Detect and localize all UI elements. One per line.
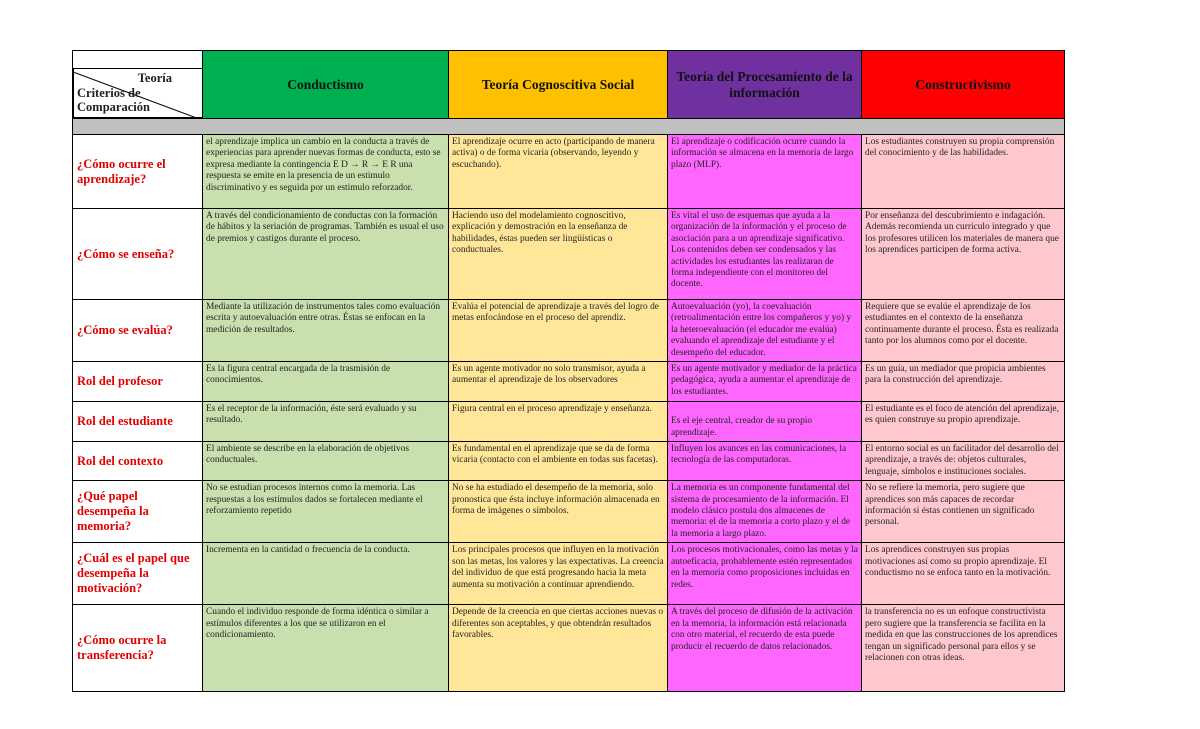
cell-conductismo: Es el receptor de la información, éste será evaluado y su resultado. <box>203 402 449 442</box>
cell-constructivismo: Por enseñanza del descubrimiento e indagación. Además recomienda un currículo integrado y que los profesores utilicen los materiales de manera que los aprendices participen de forma activa. <box>862 209 1065 300</box>
cell-cognoscitiva: Es un agente motivador no solo transmisor, ayuda a aumentar el aprendizaje de los observadores <box>449 362 668 402</box>
cell-procesamiento: A través del proceso de difusión de la activación en la memoria, la información está relacionada con otro material, el recuerdo de esta puede producir el recuerdo de datos relacionados. <box>668 605 862 692</box>
header-constructivismo: Constructivismo <box>862 51 1065 119</box>
cell-cognoscitiva: El aprendizaje ocurre en acto (participando de manera activa) o de forma vicaria (observando, leyendo y escuchando). <box>449 135 668 209</box>
cell-conductismo: A través del condicionamiento de conductas con la formación de hábitos y la seriación de programas. También es usual el uso de premios y castigos durante el proceso. <box>203 209 449 300</box>
header-cognoscitiva-social: Teoría Cognoscitiva Social <box>449 51 668 119</box>
corner-cell <box>73 51 203 119</box>
cell-procesamiento: Es vital el uso de esquemas que ayuda a la organización de la información y el proceso de asociación para a un aprendizaje significativo. Los contenidos deben ser condensados y las actividades los estudiantes las realizaran de forma independiente con el monitoreo del docente. <box>668 209 862 300</box>
cell-procesamiento: El aprendizaje o codificación ocurre cuando la información se almacena en la memoria de largo plazo (MLP). <box>668 135 862 209</box>
cell-procesamiento: La memoria es un componente fundamental del sistema de procesamiento de la información. El modelo clásico postula dos almacenes de memoria: el de la memoria a corto plazo y el de la memoria a largo plazo. <box>668 481 862 543</box>
criterion-label: ¿Cómo se enseña? <box>73 209 203 300</box>
criterion-label: ¿Cómo ocurre la transferencia? <box>73 605 203 692</box>
cell-conductismo: Mediante la utilización de instrumentos tales como evaluación escrita y autoevaluación entre otras. Éstas se enfocan en la medición de resultados. <box>203 300 449 362</box>
header-row <box>73 51 1065 119</box>
table-row <box>73 209 1065 300</box>
theory-label: Teoría <box>137 71 172 85</box>
cell-constructivismo: Es un guía, un mediador que propicia ambientes para la construcción del aprendizaje. <box>862 362 1065 402</box>
criterion-label: ¿Cuál es el papel que desempeña la motivación? <box>73 543 203 605</box>
criterion-label: ¿Cómo se evalúa? <box>73 300 203 362</box>
cell-cognoscitiva: Es fundamental en el aprendizaje que se da de forma vicaria (contacto con el ambiente en todas sus facetas). <box>449 442 668 481</box>
cell-cognoscitiva: Los principales procesos que influyen en la motivación son las metas, los valores y las expectativas. La creencia del individuo de que está progresando hacia la meta aumenta su motivación a continuar aprendiendo. <box>449 543 668 605</box>
cell-cognoscitiva: Depende de la creencia en que ciertas acciones nuevas o diferentes son aceptables, y que obtendrán resultados favorables. <box>449 605 668 692</box>
table-row <box>73 402 1065 442</box>
cell-cognoscitiva: Haciendo uso del modelamiento cognoscitivo, explicación y demostración en la enseñanza de habilidades, éstas pueden ser lingüísticas o conductuales. <box>449 209 668 300</box>
header-conductismo: Conductismo <box>203 51 449 119</box>
cell-constructivismo: Los aprendices construyen sus propias motivaciones así como su propio aprendizaje. El conductismo no se enfoca tanto en la motivación. <box>862 543 1065 605</box>
header-procesamiento: Teoría del Procesamiento de la información <box>668 51 862 119</box>
table-row <box>73 442 1065 481</box>
table-row <box>73 543 1065 605</box>
cell-conductismo: Cuando el individuo responde de forma idéntica o similar a estímulos diferentes a los que se utilizaron en el condicionamiento. <box>203 605 449 692</box>
cell-conductismo: No se estudian procesos internos como la memoria. Las respuestas a los estímulos dados se fortalecen mediante el reforzamiento repetido <box>203 481 449 543</box>
grey-separator <box>73 119 1065 135</box>
cell-cognoscitiva: No se ha estudiado el desempeño de la memoria, solo pronostica que ésta incluye información almacenada en forma de imágenes o símbolos. <box>449 481 668 543</box>
table-row <box>73 481 1065 543</box>
cell-cognoscitiva: Evalúa el potencial de aprendizaje a través del logro de metas enfocándose en el proceso del aprendiz. <box>449 300 668 362</box>
cell-procesamiento: Es un agente motivador y mediador de la práctica pedagógica, ayuda a aumentar el aprendizaje de los estudiantes. <box>668 362 862 402</box>
cell-constructivismo: Requiere que se evalúe el aprendizaje de los estudiantes en el contexto de la enseñanza continuamente durante el proceso. Ésta es realizada tanto por los alumnos como por el docente. <box>862 300 1065 362</box>
cell-conductismo: Incrementa en la cantidad o frecuencia de la conducta. <box>203 543 449 605</box>
table-row <box>73 300 1065 362</box>
cell-procesamiento: Autoevaluación (yo), la coevaluación (retroalimentación entre los compañeros y yo) y la heteroevaluación (el educador me evalúa) evaluando el aprendizaje del estudiante y el desempeño del educador. <box>668 300 862 362</box>
criterion-label: ¿Qué papel desempeña la memoria? <box>73 481 203 543</box>
comparison-table <box>72 50 1065 692</box>
criterion-label: Rol del contexto <box>73 442 203 481</box>
table-row <box>73 362 1065 402</box>
cell-conductismo: El ambiente se describe en la elaboración de objetivos conductuales. <box>203 442 449 481</box>
table-row <box>73 135 1065 209</box>
cell-conductismo: el aprendizaje implica un cambio en la conducta a través de experiencias para aprender nuevas formas de conducta, esto se expresa mediante la contingencia E D → R → E R una respuesta se emite en la presencia de un estimulo discriminativo y es seguida por un estimulo reforzador. <box>203 135 449 209</box>
criterion-label: Rol del estudiante <box>73 402 203 442</box>
criterion-label: ¿Cómo ocurre el aprendizaje? <box>73 135 203 209</box>
separator-row <box>73 119 1065 135</box>
cell-procesamiento: Es el eje central, creador de su propio aprendizaje. <box>668 402 862 442</box>
cell-conductismo: Es la figura central encargada de la trasmisión de conocimientos. <box>203 362 449 402</box>
criterion-label: Rol del profesor <box>73 362 203 402</box>
cell-procesamiento: Los procesos motivacionales, como las metas y la autoeficacia, probablemente estén representados en la memoria como proposiciones incluidas en redes. <box>668 543 862 605</box>
table-row <box>73 605 1065 692</box>
cell-constructivismo: El estudiante es el foco de atención del aprendizaje, es quien construye su propio aprendizaje. <box>862 402 1065 442</box>
cell-constructivismo: la transferencia no es un enfoque constructivista pero sugiere que la transferencia se facilita en la medida en que las construcciones de los aprendices tengan un significado personal para ellos y se relacionen con otras ideas. <box>862 605 1065 692</box>
cell-constructivismo: Los estudiantes construyen su propia comprensión del conocimiento y de las habilidades. <box>862 135 1065 209</box>
cell-constructivismo: No se refiere la memoria, pero sugiere que aprendices son más capaces de recordar información si éstas contienen un significado personal. <box>862 481 1065 543</box>
cell-procesamiento: Influyen los avances en las comunicaciones, la tecnología de las computadoras. <box>668 442 862 481</box>
cell-cognoscitiva: Figura central en el proceso aprendizaje y enseñanza. <box>449 402 668 442</box>
cell-constructivismo: El entorno social es un facilitador del desarrollo del aprendizaje, a través de: objetos culturales, lenguaje, símbolos e instituciones sociales. <box>862 442 1065 481</box>
criteria-label: Criterios de Comparación <box>77 86 150 114</box>
